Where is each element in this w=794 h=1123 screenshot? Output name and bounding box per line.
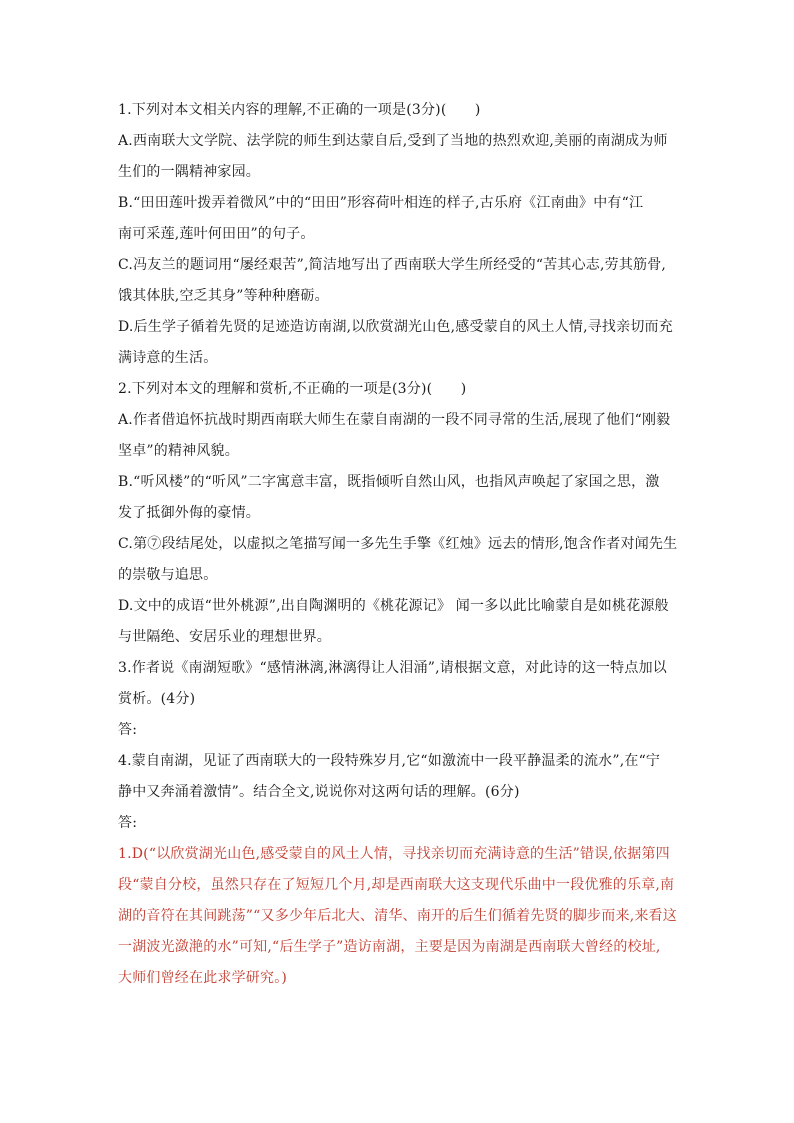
question-1-option-c-cont: 饿其体肤,空乏其身”等种种磨砺。: [118, 288, 329, 304]
question-2-option-d-cont: 与世隔绝、安居乐业的理想世界。: [118, 629, 331, 645]
question-4-stem-cont: 静中又奔涌着激情”。结合全文,说说你对这两句话的理解。(6分): [118, 784, 520, 800]
answer-key-line: 段“蒙自分校，虽然只存在了短短几个月,却是西南联大这支现代乐曲中一段优雅的乐章,南: [118, 877, 675, 893]
question-3-stem-cont: 赏析。(4分): [118, 691, 196, 707]
answer-key-line: 1.D(“以欣赏湖光山色,感受蒙自的风土人情，寻找亲切而充满诗意的生活”错误,依据第四: [118, 846, 670, 862]
question-1-option-c: C.冯友兰的题词用“屡经艰苦”,简洁地写出了西南联大学生所经受的“苦其心志,劳其筋骨,: [118, 257, 667, 273]
question-2-option-b-cont: 发了抵御外侮的豪情。: [118, 505, 260, 521]
question-1-option-d: D.后生学子循着先贤的足迹造访南湖,以欣赏湖光山色,感受蒙自的风土人情,寻找亲切而充: [118, 319, 673, 335]
answer-key-line: 大师们曾经在此求学研究。): [118, 970, 288, 986]
question-1-stem: 1.下列对本文相关内容的理解,不正确的一项是(3分)( ): [118, 102, 481, 118]
answer-key-line: 一湖波光潋滟的水”可知,“后生学子”造访南湖，主要是因为南湖是西南联大曾经的校址,: [118, 939, 661, 955]
question-2-option-a: A.作者借追怀抗战时期西南联大师生在蒙自南湖的一段不同寻常的生活,展现了他们“刚毅: [118, 412, 671, 428]
question-2-option-b: B.“听风楼”的“听风”二字寓意丰富，既指倾听自然山风，也指风声唤起了家国之思，激: [118, 474, 660, 490]
question-2-stem: 2.下列对本文的理解和赏析,不正确的一项是(3分)( ): [118, 381, 467, 397]
question-1-option-d-cont: 满诗意的生活。: [118, 350, 218, 366]
document-body: [118, 101, 678, 1000]
question-1-option-b: B.“田田莲叶拨弄着微风”中的“田田”形容荷叶相连的样子,古乐府《江南曲》中有“江: [118, 195, 644, 211]
answer-label-4: 答:: [118, 815, 138, 831]
question-1-option-a: A.西南联大文学院、法学院的师生到达蒙自后,受到了当地的热烈欢迎,美丽的南湖成为师: [118, 133, 668, 149]
question-2-option-a-cont: 坚卓”的精神风貌。: [118, 443, 239, 459]
question-4-stem: 4.蒙自南湖，见证了西南联大的一段特殊岁月,它“如激流中一段平静温柔的流水”,在“宁: [118, 753, 661, 769]
answer-label-3: 答:: [118, 722, 138, 738]
question-2-option-c: C.第⑦段结尾处，以虚拟之笔描写闻一多先生手擎《红烛》远去的情形,饱含作者对闻先生: [118, 536, 678, 552]
question-2-option-c-cont: 的崇敬与追思。: [118, 567, 218, 583]
answer-key-line: 湖的音符在其间跳荡”“又多少年后北大、清华、南开的后生们循着先贤的脚步而来,来看这: [118, 908, 677, 924]
question-2-option-d: D.文中的成语“世外桃源”,出自陶渊明的《桃花源记》 闻一多以此比喻蒙自是如桃花源般: [118, 598, 669, 614]
question-1-option-b-cont: 南可采莲,莲叶何田田”的句子。: [118, 226, 315, 242]
question-1-option-a-cont: 生们的一隅精神家园。: [118, 164, 260, 180]
question-3-stem: 3.作者说《南湖短歌》“感情淋漓,淋漓得让人泪涌”,请根据文意，对此诗的这一特点加以: [118, 660, 667, 676]
